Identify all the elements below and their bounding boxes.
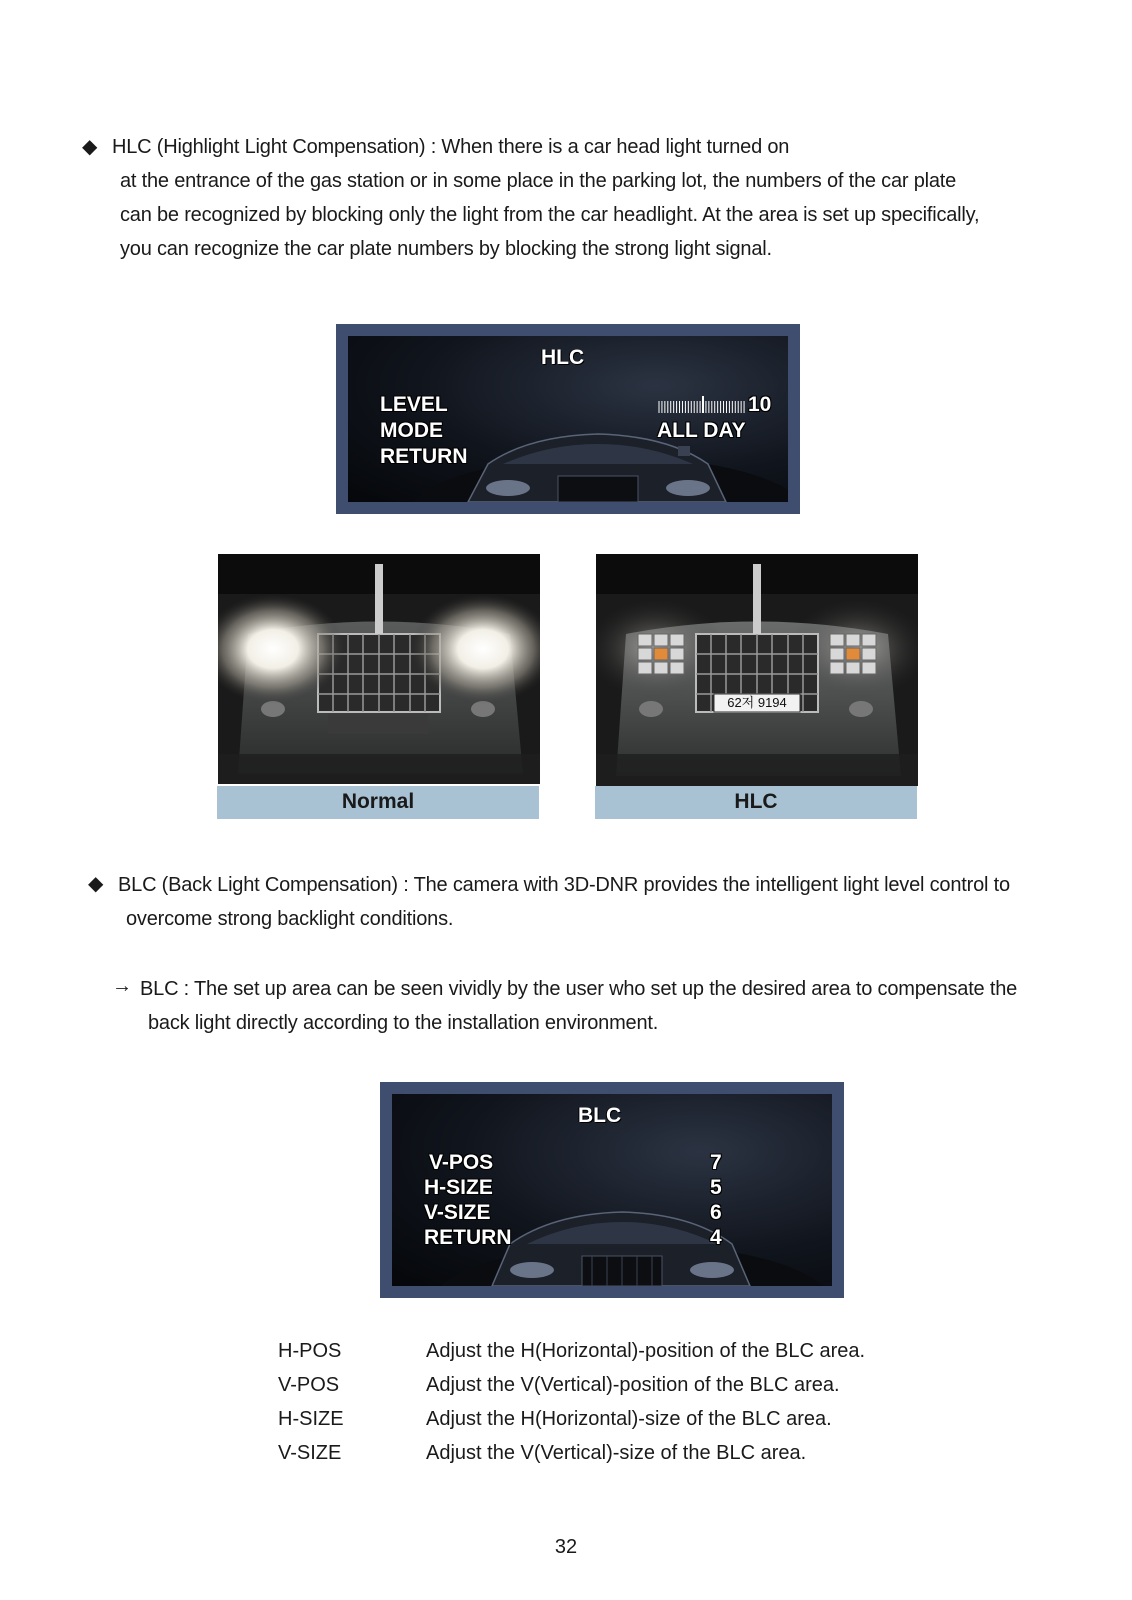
blc-line-2: overcome strong backlight conditions. [126, 908, 454, 930]
blc-vsize-value: 6 [710, 1201, 722, 1224]
definition-term: V-POS [278, 1374, 340, 1396]
hlc-level-value: 10 [748, 393, 772, 416]
definition-term: V-SIZE [278, 1442, 342, 1464]
license-plate-text: 62저 9194 [727, 695, 787, 710]
blc-osd-screen [392, 1094, 832, 1286]
hlc-photo [596, 554, 918, 786]
car-front-headlights-on-image [218, 554, 540, 784]
car-front-hlc-masked-image [596, 554, 918, 786]
blc-vpos-value: 7 [710, 1151, 722, 1174]
blc-osd-title: BLC [578, 1104, 622, 1127]
definition-term: H-POS [278, 1340, 342, 1362]
hlc-level-slider[interactable] [657, 394, 749, 416]
blc-sub-description [140, 972, 1017, 1040]
diamond-bullet-icon: ◆ [82, 136, 98, 158]
blc-vpos-label[interactable]: V-POS [429, 1151, 494, 1174]
blc-hsize-value: 5 [710, 1176, 722, 1199]
diamond-bullet-icon: ◆ [88, 873, 104, 895]
definition-row [278, 1402, 898, 1436]
blc-return-label[interactable]: RETURN [424, 1226, 512, 1249]
definition-row [278, 1334, 898, 1368]
definition-term: H-SIZE [278, 1408, 344, 1430]
blc-description [118, 868, 1010, 936]
hlc-osd-title: HLC [541, 346, 585, 369]
hlc-return-label[interactable]: RETURN [380, 445, 468, 468]
hlc-mode-label[interactable]: MODE [380, 419, 443, 442]
blc-return-value: 4 [710, 1226, 722, 1249]
hlc-description [112, 130, 979, 266]
page-number: 32 [554, 1536, 578, 1558]
blc-line-1: BLC (Back Light Compensation) : The camera with 3D-DNR provides the intelligent light level control to [118, 874, 1010, 896]
normal-photo [218, 554, 540, 784]
definition-desc: Adjust the H(Horizontal)-size of the BLC area. [426, 1408, 832, 1430]
blc-sub-line-1: BLC : The set up area can be seen vividly by the user who set up the desired area to compensate the [140, 978, 1018, 1000]
blc-vsize-label[interactable]: V-SIZE [424, 1201, 491, 1224]
hlc-line-2: at the entrance of the gas station or in some place in the parking lot, the numbers of the car plate [120, 170, 957, 192]
normal-caption: Normal [217, 786, 539, 819]
hlc-osd-screen [348, 336, 788, 502]
blc-sub-line-2: back light directly according to the installation environment. [148, 1012, 659, 1034]
definition-row [278, 1436, 898, 1470]
definition-desc: Adjust the V(Vertical)-position of the BLC area. [426, 1374, 840, 1396]
arrow-right-icon: → [112, 975, 132, 997]
hlc-line-4: you can recognize the car plate numbers by blocking the strong light signal. [120, 238, 772, 260]
hlc-mode-value: ALL DAY [657, 419, 746, 442]
blc-definitions-list [278, 1334, 898, 1470]
hlc-line-3: can be recognized by blocking only the light from the car headlight. At the area is set up specifically, [120, 204, 980, 226]
hlc-osd-menu [336, 324, 800, 514]
definition-desc: Adjust the H(Horizontal)-position of the BLC area. [426, 1340, 866, 1362]
definition-row [278, 1368, 898, 1402]
hlc-level-label[interactable]: LEVEL [380, 393, 448, 416]
definition-desc: Adjust the V(Vertical)-size of the BLC area. [426, 1442, 807, 1464]
hlc-caption: HLC [595, 786, 917, 819]
hlc-line-1: HLC (Highlight Light Compensation) : When there is a car head light turned on [112, 136, 790, 158]
blc-hsize-label[interactable]: H-SIZE [424, 1176, 493, 1199]
blc-osd-menu [380, 1082, 844, 1298]
